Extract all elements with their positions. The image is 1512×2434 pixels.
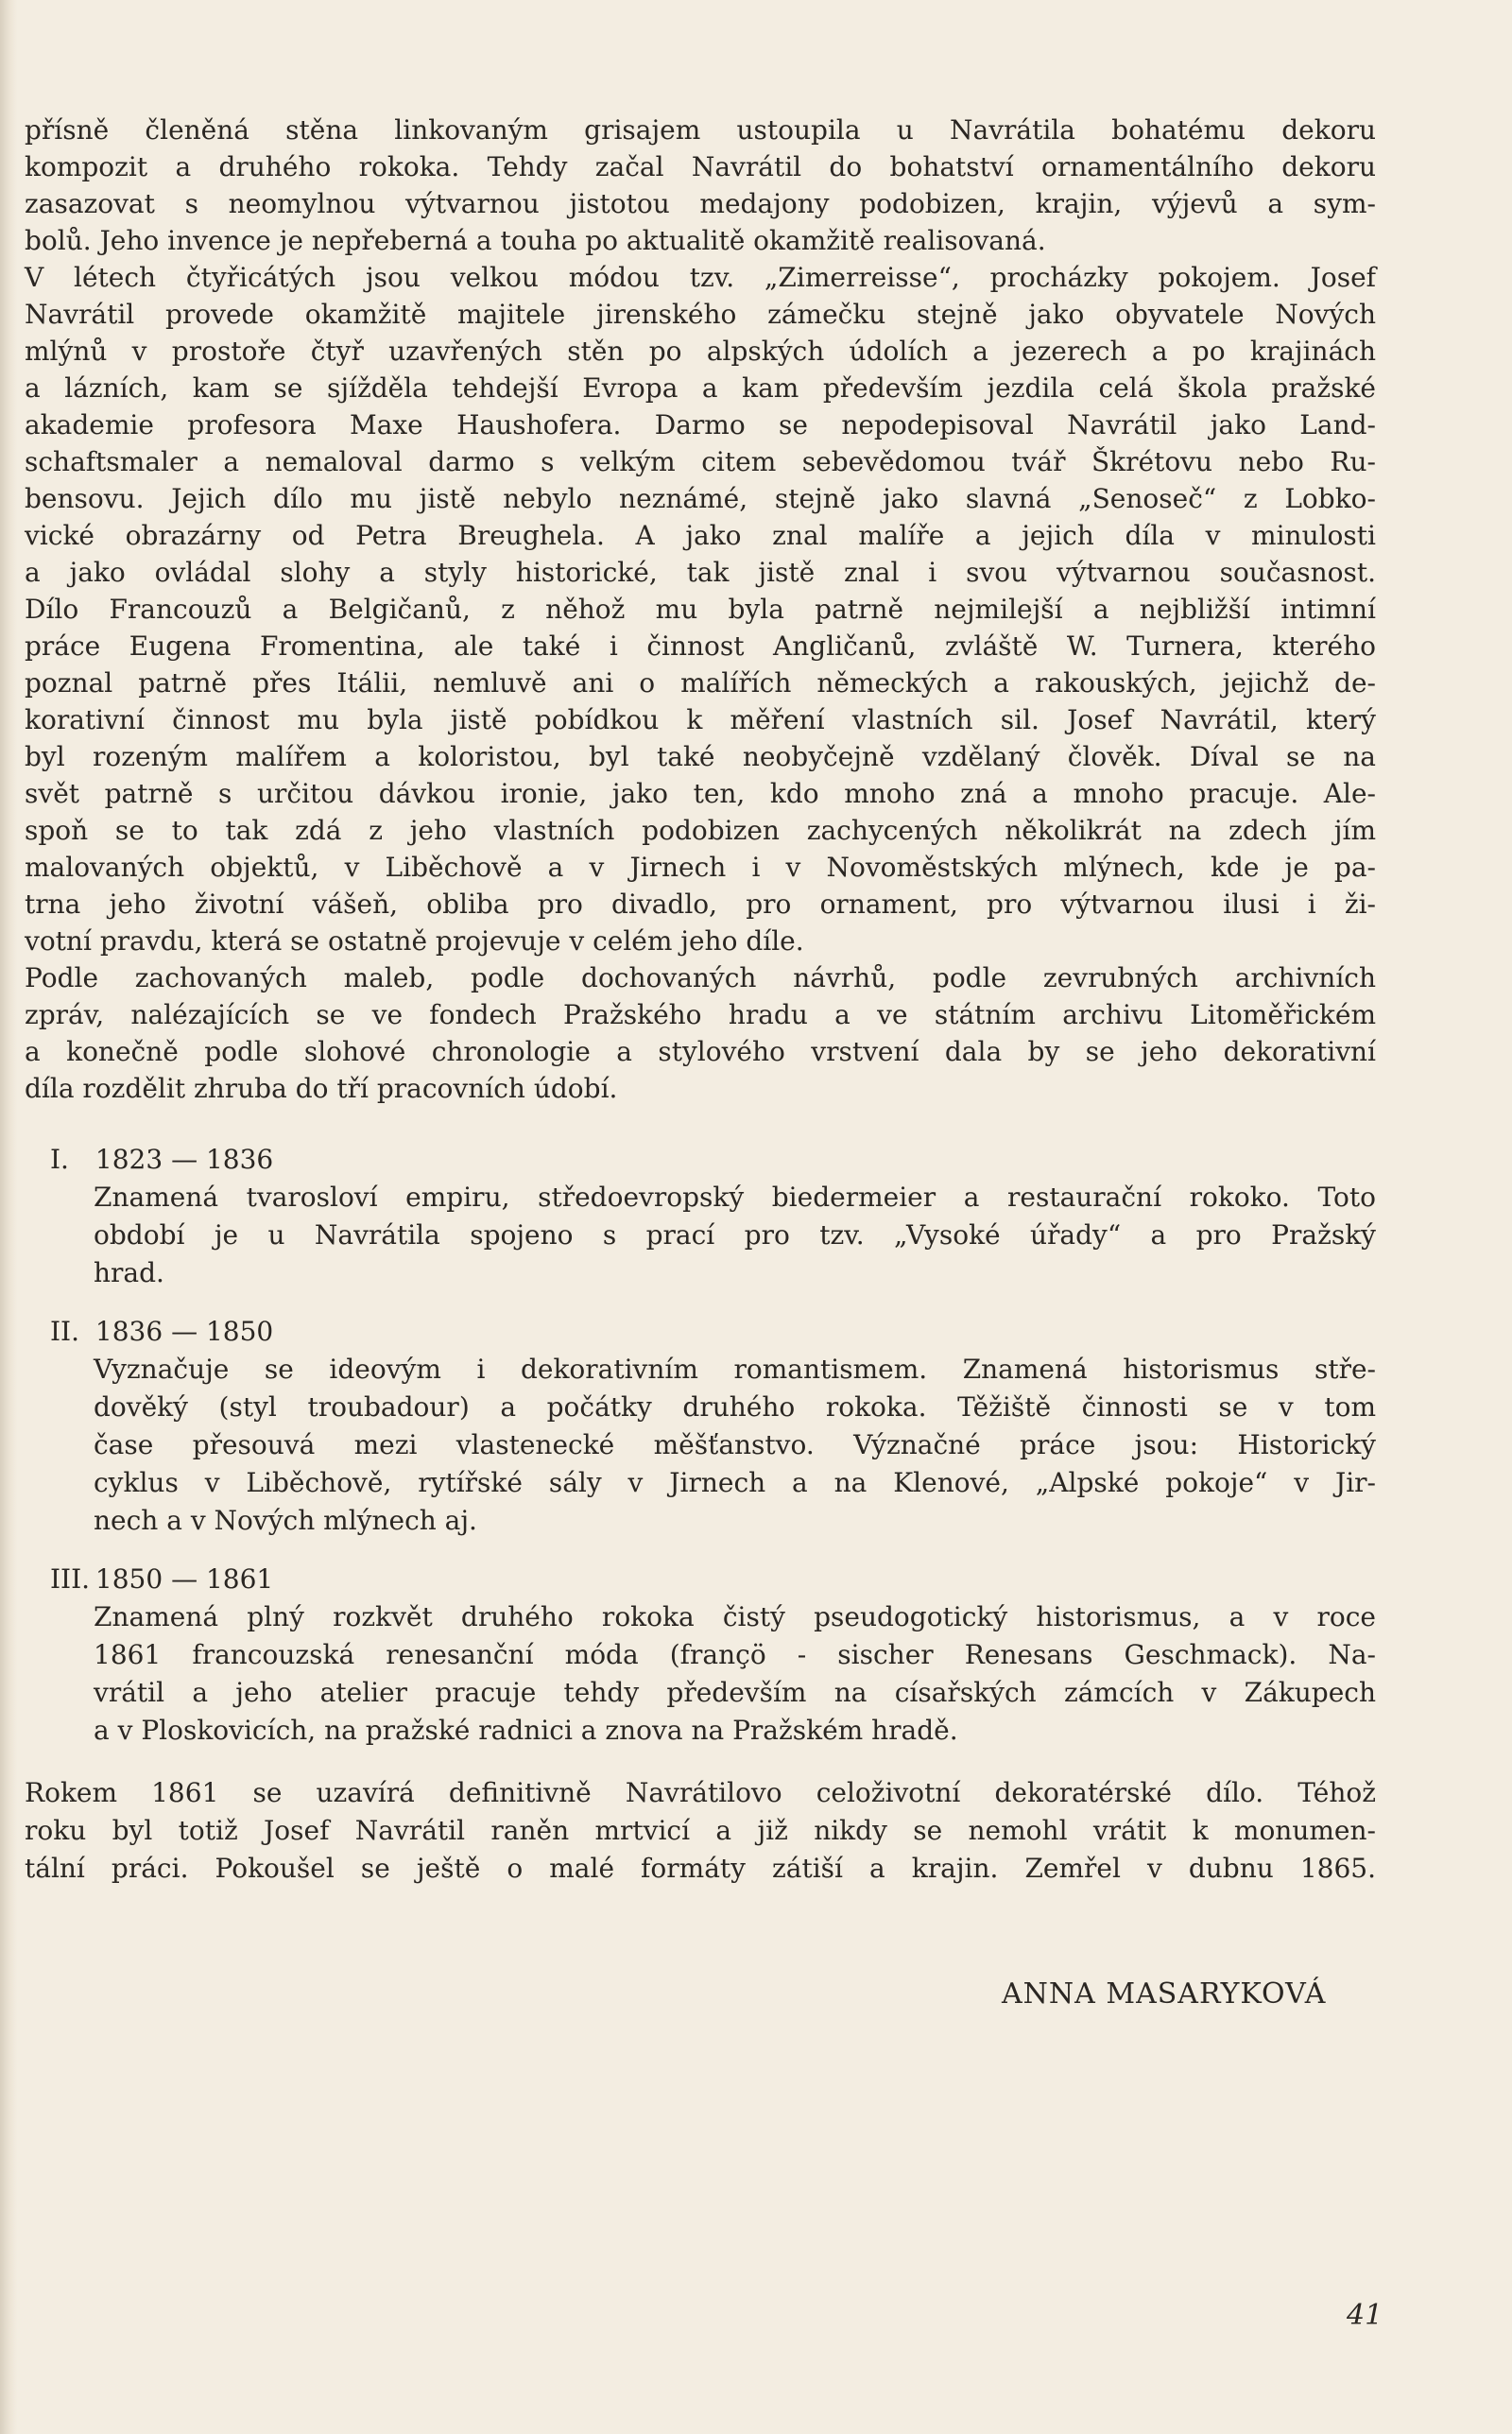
text-line: vické obrazárny od Petra Breughela. A jako znal malíře a jejich díla v minulosti — [25, 520, 1376, 551]
period-numeral: III. — [50, 1563, 91, 1595]
period-years: 1823 — 1836 — [94, 1144, 274, 1175]
text-line: roku byl totiž Josef Navrátil raněn mrtvicí a již nikdy se nemohl vrátit k monumen- — [25, 1815, 1376, 1846]
text-line: Dílo Francouzů a Belgičanů, z něhož mu byla patrně nejmilejší a nejbližší intimní — [25, 594, 1376, 625]
period-description — [25, 1598, 1376, 1750]
text-line: hrad. — [94, 1257, 164, 1288]
text-line: Podle zachovaných maleb, podle dochovaných návrhů, podle zevrubných archivních — [25, 962, 1376, 993]
text-line: Vyznačuje se ideovým i dekorativním romantismem. Znamená historismus stře- — [94, 1354, 1376, 1385]
paragraph-closing — [25, 1774, 1376, 1888]
text-line: bensovu. Jejich dílo mu jistě nebylo neznámé, stejně jako slavná „Senoseč“ z Lobko- — [25, 483, 1376, 514]
text-line: zasazovat s neomylnou výtvarnou jistotou medajony podobizen, krajin, výjevů a sym- — [25, 188, 1376, 219]
period-item — [25, 1313, 1376, 1540]
text-line: práce Eugena Fromentina, ale také i činnost Angličanů, zvláště W. Turnera, kterého — [25, 630, 1376, 662]
text-line: bolů. Jeho invence je nepřeberná a touha po aktualitě okamžitě realisovaná. — [25, 225, 1046, 256]
text-line: Navrátil provede okamžitě majitele jirenského zámečku stejně jako obyvatele Nových — [25, 299, 1376, 330]
text-line: přísně členěná stěna linkovaným grisajem ustoupila u Navrátila bohatému dekoru — [25, 114, 1376, 146]
text-line: nech a v Nových mlýnech aj. — [94, 1505, 477, 1536]
text-line: a jako ovládal slohy a styly historické, tak jistě znal i svou výtvarnou současnost. — [25, 557, 1376, 588]
author-signature: ANNA MASARYKOVÁ — [1002, 1977, 1327, 2011]
page-number: 41 — [1347, 2299, 1383, 2332]
text-line: spoň se to tak zdá z jeho vlastních podobizen zachycených několikrát na zdech jím — [25, 815, 1376, 846]
text-line: a konečně podle slohové chronologie a stylového vrstvení dala by se jeho dekorativní — [25, 1036, 1376, 1067]
text-line: 1861 francouzská renesanční móda (franҫö - sischer Renesans Geschmack). Na- — [94, 1639, 1376, 1670]
period-numeral: II. — [50, 1316, 80, 1347]
text-line: a v Ploskovicích, na pražské radnici a znova na Pražském hradě. — [94, 1715, 958, 1746]
text-line: čase přesouvá mezi vlastenecké měšťanstvo. Význačné práce jsou: Historický — [94, 1429, 1376, 1460]
text-line: mlýnů v prostoře čtyř uzavřených stěn po alpských údolích a jezerech a po krajinách — [25, 336, 1376, 367]
paragraph-main — [25, 259, 1376, 959]
text-line: kompozit a druhého rokoka. Tehdy začal Navrátil do bohatství ornamentálního dekoru — [25, 151, 1376, 182]
period-list — [25, 1141, 1376, 1750]
text-line: a lázních, kam se sjížděla tehdejší Evropa a kam především jezdila celá škola pražské — [25, 372, 1376, 404]
text-line: zpráv, nalézajících se ve fondech Pražského hradu a ve státním archivu Litoměřickém — [25, 999, 1376, 1030]
text-line: svět patrně s určitou dávkou ironie, jako ten, kdo mnoho zná a mnoho pracuje. Ale- — [25, 778, 1376, 809]
text-line: poznal patrně přes Itálii, nemluvě ani o malířích německých a rakouských, jejichž de- — [25, 667, 1376, 699]
period-description — [25, 1179, 1376, 1292]
text-line: akademie profesora Maxe Haushofera. Darmo se nepodepisoval Navrátil jako Land- — [25, 409, 1376, 440]
paragraph-intro — [25, 112, 1376, 259]
text-line: Rokem 1861 se uzavírá definitivně Navrátilovo celoživotní dekoratérské dílo. Téhož — [25, 1777, 1376, 1808]
period-numeral: I. — [50, 1144, 69, 1175]
paragraph-division — [25, 959, 1376, 1107]
text-line: vrátil a jeho atelier pracuje tehdy především na císařských zámcích v Zákupech — [94, 1677, 1376, 1708]
period-heading — [25, 1313, 1376, 1351]
text-line: díla rozdělit zhruba do tří pracovních údobí. — [25, 1073, 618, 1104]
text-line: cyklus v Liběchově, rytířské sály v Jirnech a na Klenové, „Alpské pokoje“ v Jir- — [94, 1467, 1376, 1498]
text-line: schaftsmaler a nemaloval darmo s velkým citem sebevědomou tvář Škrétovu nebo Ru- — [25, 446, 1376, 477]
period-item — [25, 1141, 1376, 1292]
text-line: korativní činnost mu byla jistě pobídkou k měření vlastních sil. Josef Navrátil, který — [25, 704, 1376, 735]
text-line: Znamená plný rozkvět druhého rokoka čistý pseudogotický historismus, a v roce — [94, 1601, 1376, 1632]
text-line: trna jeho životní vášeň, obliba pro divadlo, pro ornament, pro výtvarnou ilusi i ži- — [25, 889, 1376, 920]
text-line: dověký (styl troubadour) a počátky druhého rokoka. Těžiště činnosti se v tom — [94, 1391, 1376, 1423]
period-description — [25, 1351, 1376, 1540]
period-item — [25, 1561, 1376, 1750]
text-line: malovaných objektů, v Liběchově a v Jirnech i v Novoměstských mlýnech, kde je pa- — [25, 852, 1376, 883]
period-years: 1836 — 1850 — [94, 1316, 274, 1347]
text-line: byl rozeným malířem a koloristou, byl také neobyčejně vzdělaný člověk. Díval se na — [25, 741, 1376, 772]
period-years: 1850 — 1861 — [94, 1563, 274, 1595]
text-line: V létech čtyřicátých jsou velkou módou tzv. „Zimerreisse“, procházky pokojem. Josef — [25, 262, 1376, 293]
period-heading — [25, 1561, 1376, 1598]
text-line: votní pravdu, která se ostatně projevuje v celém jeho díle. — [25, 925, 804, 957]
text-line: tální práci. Pokoušel se ještě o malé formáty zátiší a krajin. Zemřel v dubnu 1865. — [25, 1853, 1376, 1884]
period-heading — [25, 1141, 1376, 1179]
text-line: období je u Navrátila spojeno s prací pro tzv. „Vysoké úřady“ a pro Pražský — [94, 1219, 1376, 1251]
text-line: Znamená tvarosloví empiru, středoevropský biedermeier a restaurační rokoko. Toto — [94, 1182, 1376, 1213]
article-body — [25, 112, 1376, 1888]
page-binding-edge — [0, 0, 17, 2434]
